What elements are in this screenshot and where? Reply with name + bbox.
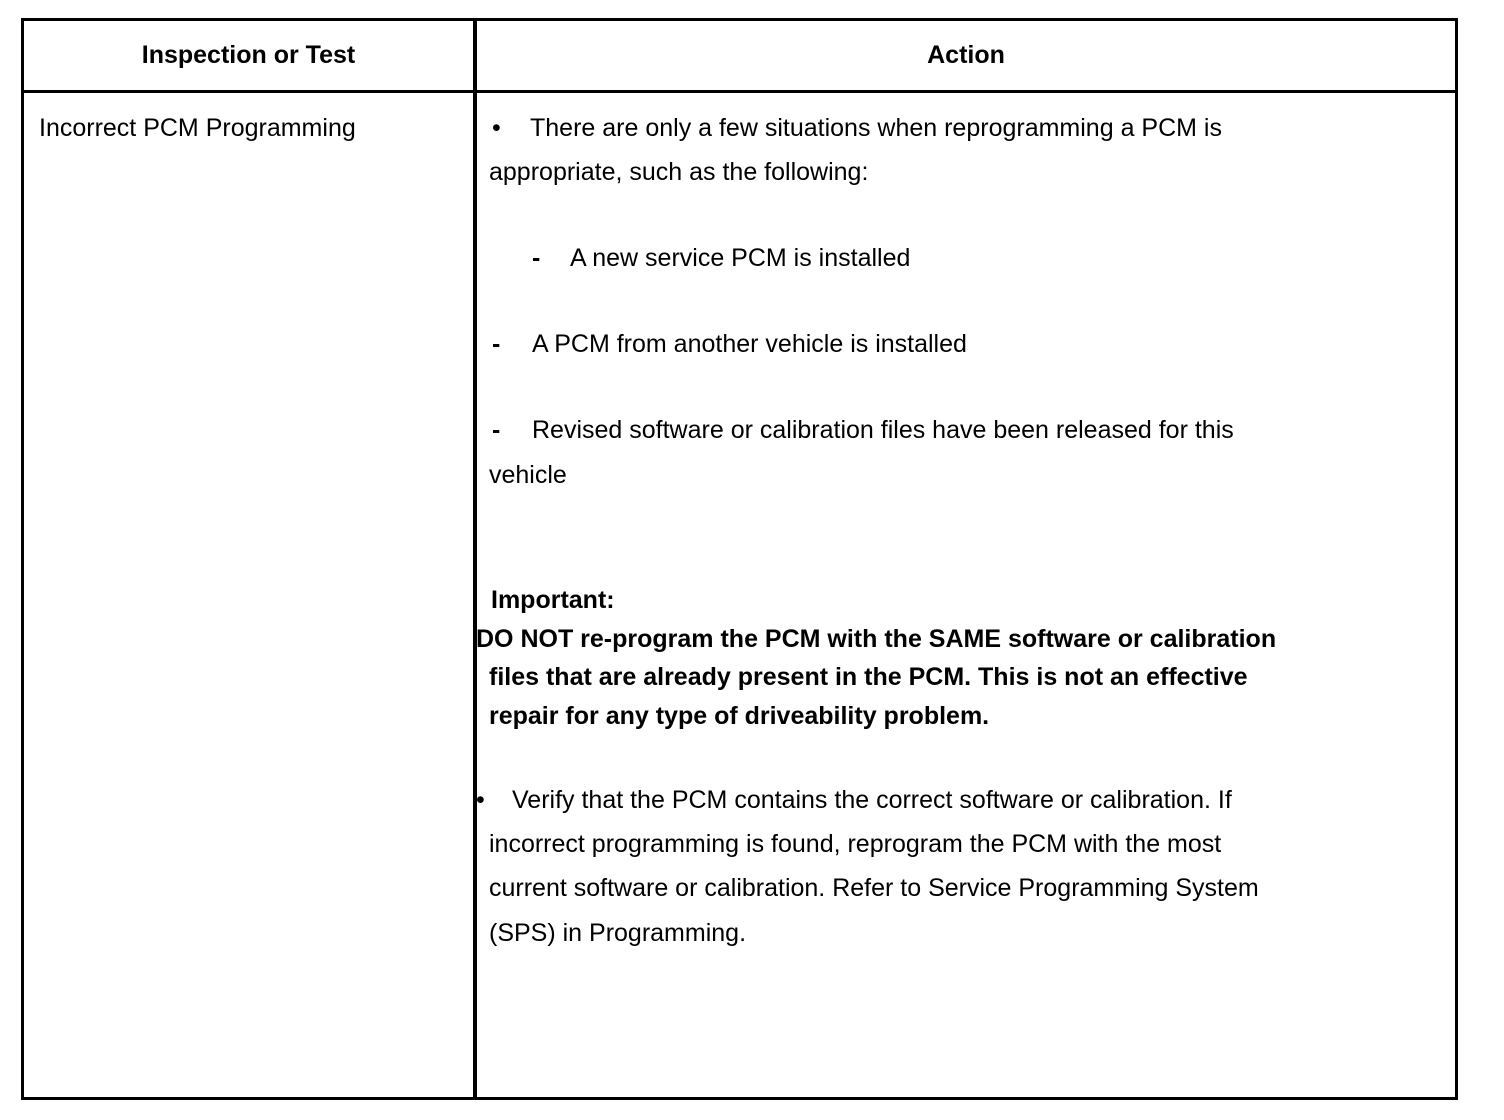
bullet2-line3: current software or calibration. Refer to Service Programming System <box>489 874 1259 902</box>
important-line2: files that are already present in the PCM. This is not an effective <box>489 663 1248 691</box>
sub-item-revised-software-line2: vehicle <box>489 461 567 489</box>
bullet2-line2: incorrect programming is found, reprogram the PCM with the most <box>489 830 1222 858</box>
header-action: Action <box>927 41 1005 69</box>
important-label: Important: <box>491 586 615 614</box>
sub-item-new-service-pcm: A new service PCM is installed <box>570 244 911 272</box>
inspection-cell: Incorrect PCM Programming <box>39 114 356 142</box>
header-inspection-or-test: Inspection or Test <box>141 41 356 69</box>
important-line1: DO NOT re-program the PCM with the SAME software or calibration <box>476 625 1277 653</box>
sub-item-pcm-another-vehicle: A PCM from another vehicle is installed <box>532 330 967 358</box>
bullet1-line1: There are only a few situations when reprogramming a PCM is <box>530 114 1222 142</box>
bullet1-line2: appropriate, such as the following: <box>489 158 869 186</box>
column-divider <box>473 21 477 1097</box>
header-divider <box>24 90 1455 93</box>
bullet2-line4: (SPS) in Programming. <box>489 919 747 947</box>
important-line3: repair for any type of driveability problem. <box>489 702 990 730</box>
sub-item-revised-software-line1: Revised software or calibration files have been released for this <box>532 416 1234 444</box>
bullet-marker: • <box>492 114 501 142</box>
bullet-marker: • <box>476 786 485 814</box>
dash-marker: - <box>492 416 501 444</box>
dash-marker: - <box>492 330 501 358</box>
bullet2-line1: Verify that the PCM contains the correct software or calibration. If <box>512 786 1232 814</box>
dash-marker: - <box>532 244 541 272</box>
